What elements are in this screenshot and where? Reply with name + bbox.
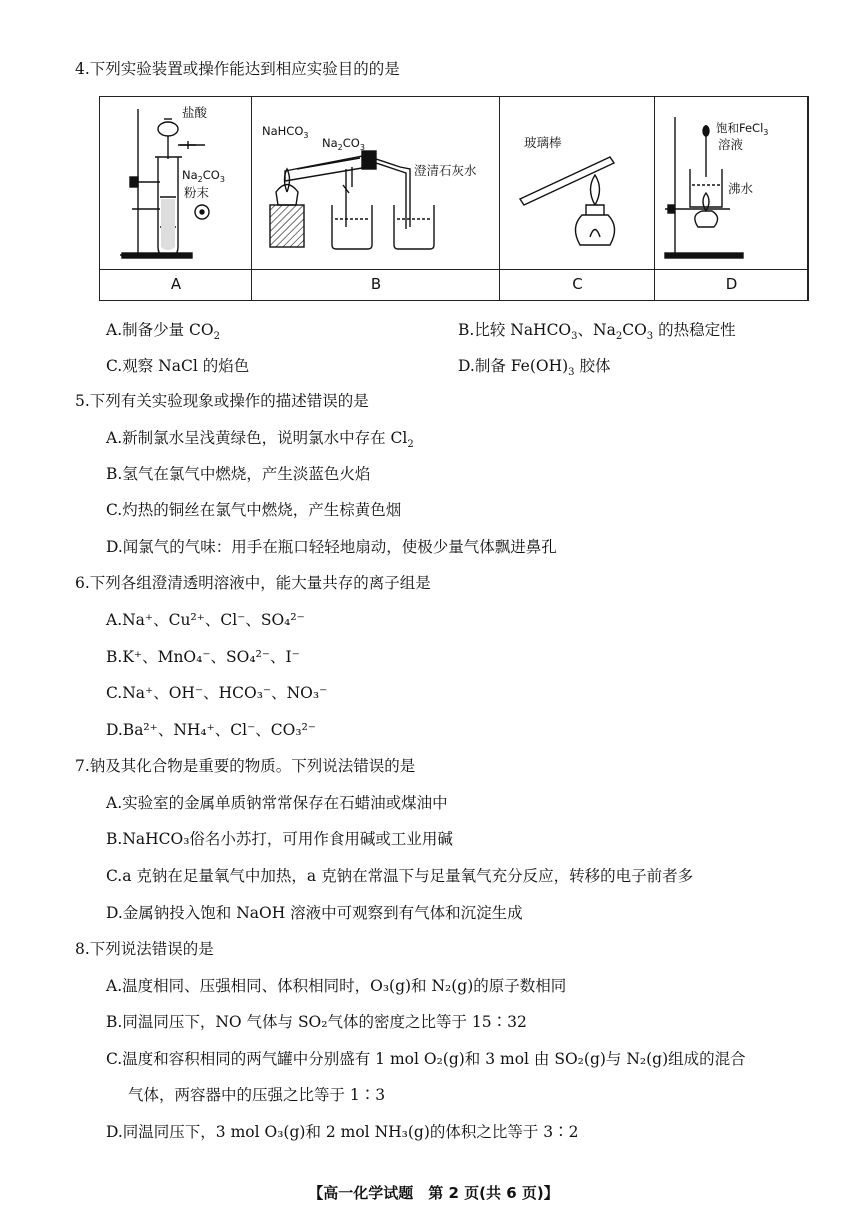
q7-option-c: C.a 克钠在足量氧气中加热，a 克钠在常温下与足量氧气充分反应，转移的电子前者多 — [106, 867, 694, 885]
q5-option-a: A.新制氯水呈浅黄绿色，说明氯水中存在 $Cl_2$ — [106, 429, 414, 451]
label-solution: 溶液 — [718, 137, 744, 152]
apparatus-b — [270, 151, 434, 249]
q4-option-d: D.制备 $Fe(OH)_3$ 胶体 — [458, 357, 611, 379]
page-footer: 【高一化学试题 第 2 页(共 6 页)】 — [308, 1184, 559, 1202]
q5-option-c: C.灼热的铜丝在氯气中燃烧，产生棕黄色烟 — [106, 501, 402, 519]
label-rod: 玻璃棒 — [524, 135, 562, 150]
q6-option-d: D.Ba²⁺、NH₄⁺、Cl⁻、CO₃²⁻ — [106, 721, 316, 739]
q7-stem: 7.钠及其化合物是重要的物质。下列说法错误的是 — [75, 757, 416, 775]
caption-c: C — [572, 275, 583, 293]
caption-d: D — [725, 275, 738, 293]
q6-stem: 6.下列各组澄清透明溶液中，能大量共存的离子组是 — [75, 574, 431, 592]
q6-option-b: B.K⁺、MnO₄⁻、SO₄²⁻、I⁻ — [106, 648, 300, 666]
q4-option-a: A.制备少量 $CO_2$ — [106, 321, 220, 343]
q8-option-d: D.同温同压下，3 mol O₃(g)和 2 mol NH₃(g)的体积之比等于 3∶2 — [106, 1123, 579, 1141]
q4-option-c: C.观察 NaCl 的焰色 — [106, 357, 250, 375]
q6-option-c: C.Na⁺、OH⁻、HCO₃⁻、NO₃⁻ — [106, 684, 328, 702]
label-b-na2co3: $Na_2CO_3$ — [322, 136, 365, 152]
apparatus-drawings — [100, 97, 808, 269]
label-powder: 粉末 — [184, 185, 210, 200]
q6-option-a: A.Na⁺、Cu²⁺、Cl⁻、SO₄²⁻ — [106, 611, 305, 629]
label-boiling-water: 沸水 — [728, 181, 754, 196]
q5-stem: 5.下列有关实验现象或操作的描述错误的是 — [75, 392, 369, 410]
caption-a: A — [170, 275, 182, 293]
q4-option-b: B.比较 NaHCO$_3$、$Na_2CO_3$ 的热稳定性 — [458, 321, 736, 343]
label-fecl3: 饱和FeCl$_3$ — [716, 121, 769, 137]
q7-option-d: D.金属钠投入饱和 NaOH 溶液中可观察到有气体和沉淀生成 — [106, 904, 523, 922]
q7-option-b: B.NaHCO₃俗名小苏打，可用作食用碱或工业用碱 — [106, 830, 453, 848]
q5-option-d: D.闻氯气的气味：用手在瓶口轻轻地扇动，使极少量气体飘进鼻孔 — [106, 538, 557, 556]
label-nahco3: NaHCO$_3$ — [262, 124, 309, 140]
caption-b: B — [370, 275, 382, 293]
apparatus-a — [120, 109, 209, 258]
q5-option-b: B.氢气在氯气中燃烧，产生淡蓝色火焰 — [106, 465, 371, 483]
label-a-na2co3: $Na_2CO_3$ — [182, 168, 225, 184]
q7-option-a: A.实验室的金属单质钠常常保存在石蜡油或煤油中 — [106, 794, 448, 812]
q4-stem: 4.下列实验装置或操作能达到相应实验目的的是 — [75, 60, 400, 78]
label-acid: 盐酸 — [182, 105, 208, 120]
label-limewater: 澄清石灰水 — [414, 163, 477, 178]
apparatus-c — [520, 157, 615, 245]
q8-option-b: B.同温同压下，NO 气体与 SO₂气体的密度之比等于 15∶32 — [106, 1013, 527, 1031]
q8-stem: 8.下列说法错误的是 — [75, 940, 214, 958]
q8-option-c: C.温度和容积相同的两气罐中分别盛有 1 mol O₂(g)和 3 mol 由 SO₂(g)与 N₂(g)组成的混合 — [106, 1050, 746, 1068]
q8-option-c-continued: 气体，两容器中的压强之比等于 1∶3 — [128, 1086, 386, 1104]
q4-figure — [99, 96, 809, 301]
q8-option-a: A.温度相同、压强相同、体积相同时，O₃(g)和 N₂(g)的原子数相同 — [106, 977, 567, 995]
